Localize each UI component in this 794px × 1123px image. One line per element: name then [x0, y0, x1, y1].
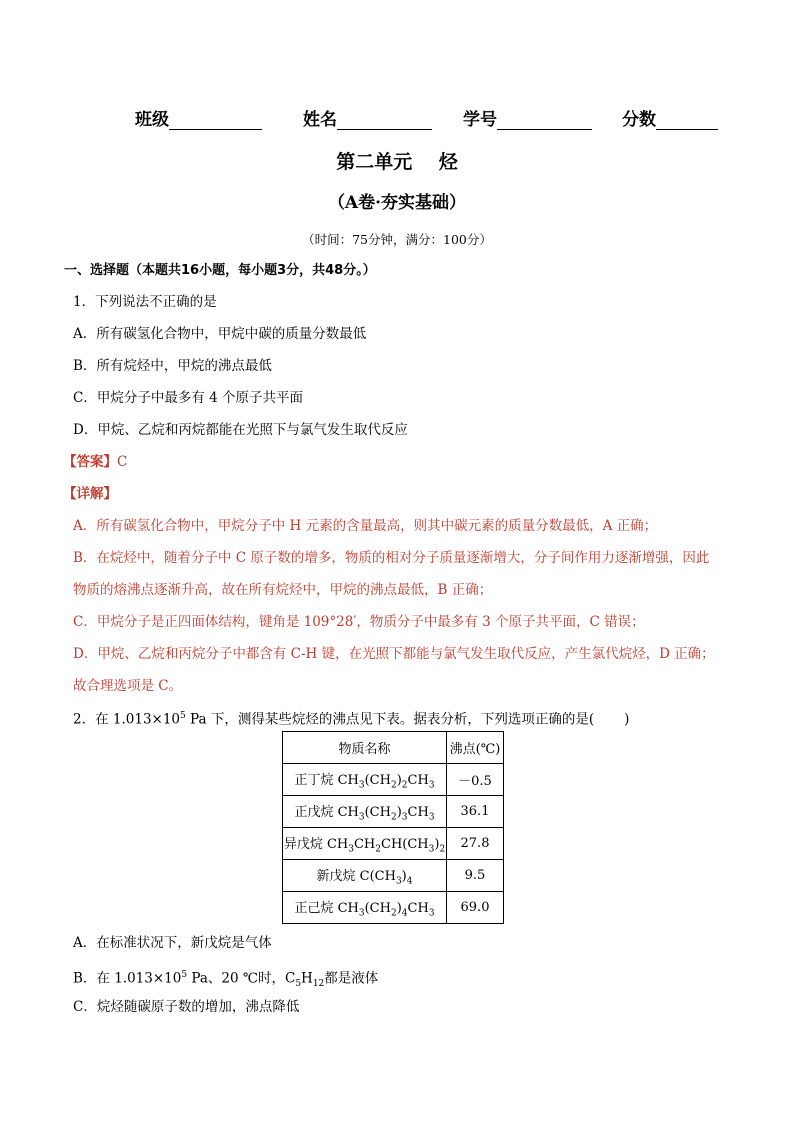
q2-stem-prefix: 2．在 1.013×10 [73, 711, 181, 728]
name-field [303, 105, 432, 130]
cell-name: 正己烷 $CH_3(CH_2)_4CH_3$ [283, 892, 447, 924]
cell-name: 异戊烷 $CH_3CH_2CH(CH_3)_2$ [283, 828, 447, 860]
boiling-point-table [282, 731, 504, 924]
q1-answer [63, 453, 127, 471]
cell-bp: 69.0 [447, 892, 504, 924]
cell-bp: 27.8 [447, 828, 504, 860]
q1-option-c: C．甲烷分子中最多有 4 个原子共平面 [73, 390, 304, 406]
q1-stem: 1．下列说法不正确的是 [73, 294, 217, 310]
cell-name: 正戊烷 $CH_3(CH_2)_3CH_3$ [283, 796, 447, 828]
q2-option-c: C．烷烃随碳原子数的增加，沸点降低 [73, 999, 300, 1015]
id-blank[interactable] [497, 112, 592, 130]
q2-option-b [73, 966, 378, 993]
q2-optb-sub2: 12 [312, 979, 325, 990]
table-row [283, 860, 504, 892]
detail-line: B．在烷烃中，随着分子中 C 原子数的增多，物质的相对分子质量逐渐增大，分子间作用力逐渐增强，因此 [73, 550, 710, 566]
table-row [283, 764, 504, 796]
cell-bp: 36.1 [447, 796, 504, 828]
table-row [283, 796, 504, 828]
q1-option-d: D．甲烷、乙烷和丙烷都能在光照下与氯气发生取代反应 [73, 422, 408, 438]
page-title: 第二单元 烃 [336, 151, 458, 173]
q2-stem-sup: 5 [180, 711, 186, 721]
time-info: （时间：75分钟，满分：100分） [302, 232, 492, 247]
detail-line: D．甲烷、乙烷和丙烷分子中都含有 C-H 键，在光照下都能与氯气发生取代反应，产生氯代烷烃，D 正确； [73, 646, 715, 662]
q2-optb-suffix: 都是液体 [324, 970, 379, 987]
page-subtitle: （A卷·夯实基础） [327, 193, 467, 213]
table-header-row [283, 732, 504, 764]
section-heading: 一、选择题（本题共16小题，每小题3分，共48分。） [64, 263, 376, 278]
table-row [283, 892, 504, 924]
detail-line: C．甲烷分子是正四面体结构，键角是 109°28′，物质分子中最多有 3 个原子共平面，C 错误； [73, 614, 645, 630]
score-blank[interactable] [656, 112, 718, 130]
q2-optb-prefix: B．在 1.013×10 [73, 970, 182, 987]
detail-label: 【详解】 [63, 486, 117, 502]
score-field [622, 105, 718, 130]
table-row [283, 828, 504, 860]
q1-option-a: A．所有碳氢化合物中，甲烷中碳的质量分数最低 [73, 326, 367, 342]
detail-line: 物质的熔沸点逐渐升高，故在所有烷烃中，甲烷的沸点最低，B 正确； [73, 582, 493, 598]
q2-stem-suffix: Pa 下，测得某些烷烃的沸点见下表。据表分析，下列选项正确的是( ) [185, 711, 630, 728]
class-field [135, 105, 262, 130]
name-blank[interactable] [337, 112, 432, 130]
cell-name: 新戊烷 $C(CH_3)_4$ [283, 860, 447, 892]
col-header-name: 物质名称 [283, 732, 447, 764]
name-label: 姓名 [303, 110, 337, 130]
q2-optb-sup: 5 [181, 970, 188, 980]
detail-line: 故合理选项是 C。 [73, 678, 183, 694]
q1-option-b: B．所有烷烃中，甲烷的沸点最低 [73, 358, 272, 374]
answer-value: C [117, 454, 128, 470]
q2-option-a: A．在标准状况下，新戊烷是气体 [73, 935, 272, 951]
q2-optb-sub1: 5 [295, 979, 302, 990]
detail-line: A．所有碳氢化合物中，甲烷分子中 H 元素的含量最高，则其中碳元素的质量分数最低，A 正确； [73, 518, 658, 534]
cell-bp: －0.5 [447, 764, 504, 796]
cell-name: 正丁烷 $CH_3(CH_2)_2CH_3$ [283, 764, 447, 796]
class-label: 班级 [135, 110, 169, 130]
score-label: 分数 [622, 110, 656, 130]
class-blank[interactable] [169, 112, 262, 130]
q2-optb-mid: Pa、20 ℃时，C [187, 970, 296, 987]
id-field [463, 105, 592, 130]
q2-stem [73, 707, 629, 729]
cell-bp: 9.5 [447, 860, 504, 892]
id-label: 学号 [463, 110, 497, 130]
q2-optb-h: H [301, 970, 313, 987]
col-header-bp: 沸点(℃) [447, 732, 504, 764]
answer-label: 【答案】 [63, 454, 117, 470]
